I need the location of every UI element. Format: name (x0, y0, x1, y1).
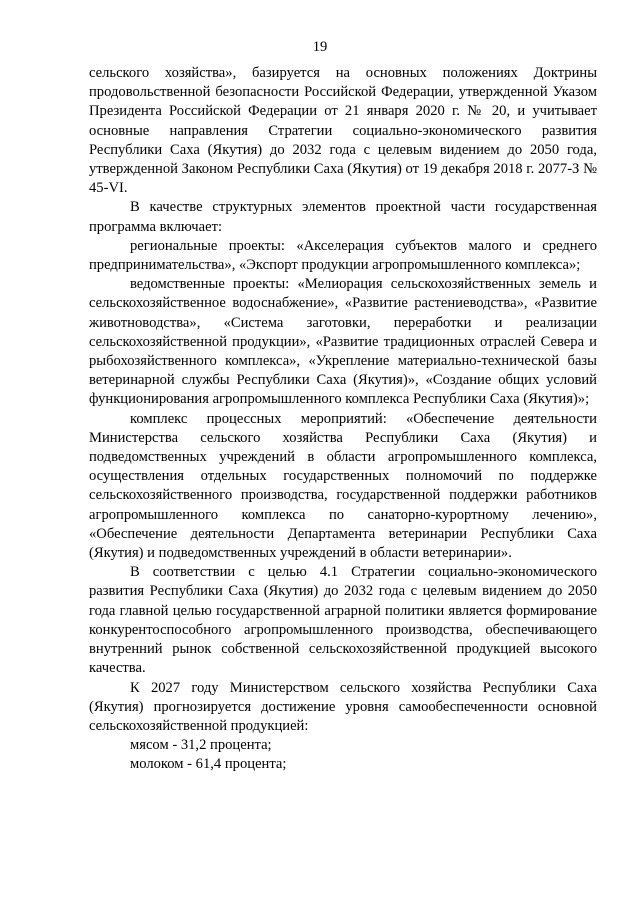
paragraph-structural-elements: В качестве структурных элементов проектной части государственная программа включает: (89, 199, 597, 235)
paragraph-departmental-projects: ведомственные проекты: «Мелиорация сельскохозяйственных земель и сельскохозяйственное водоснабжение», «Развитие растениеводства», «Развитие животноводства», «Система заготовки, переработки и реализации сельскохозяйственной продукции», «Развитие традиционных отраслей Севера и рыбохозяйственного комплекса», «Укрепление материально-технической базы ветеринарной службы Республики Саха (Якутия)», «Создание общих условий функционирования агропромышленного комплекса Республики Саха (Якутия)»; (89, 276, 597, 408)
list-item-meat: мясом - 31,2 процента; (130, 737, 272, 754)
page-number: 19 (312, 39, 328, 55)
list-item-milk: молоком - 61,4 процента; (130, 756, 287, 773)
paragraph-strategy-goal: В соответствии с целью 4.1 Стратегии социально-экономического развития Республики Саха (Якутия) до 2032 года с целевым видением до 2050 года главной целью государственной аграрной политики является формирование конкурентоспособного агропромышленного производства, обеспечивающего внутренний рынок собственной сельскохозяйственной продукцией высокого качества. (89, 564, 597, 677)
document-body (89, 64, 597, 775)
paragraph-regional-projects: региональные проекты: «Акселерация субъектов малого и среднего предпринимательства», «Экспорт продукции агропромышленного комплекса»; (89, 237, 597, 274)
paragraph-self-sufficiency-forecast: К 2027 году Министерством сельского хозяйства Республики Саха (Якутия) прогнозируется достижение уровня самообеспеченности основной сельскохозяйственной продукцией: (89, 679, 597, 734)
paragraph-continuation: сельского хозяйства», базируется на основных положениях Доктрины продовольственной безопасности Российской Федерации, утвержденной Указом Президента Российской Федерации от 21 января 2020 г. № 20, и учитывает основные направления Стратегии социально-экономического развития Республики Саха (Якутия) до 2032 года с целевым видением до 2050 года, утвержденной Законом Республики Саха (Якутия) от 19 декабря 2018 г. 2077-З № 45-VI. (89, 65, 597, 197)
paragraph-process-measures: комплекс процессных мероприятий: «Обеспечение деятельности Министерства сельского хозяйства Республики Саха (Якутия) и подведомственных учреждений в области агропромышленного комплекса, осуществления отдельных государственных полномочий по поддержке сельскохозяйственного производства, государственной поддержки работников агропромышленного комплекса по санаторно-курортному лечению», «Обеспечение деятельности Департамента ветеринарии Республики Саха (Якутия) и подведомственных учреждений в области ветеринарии». (89, 410, 597, 562)
